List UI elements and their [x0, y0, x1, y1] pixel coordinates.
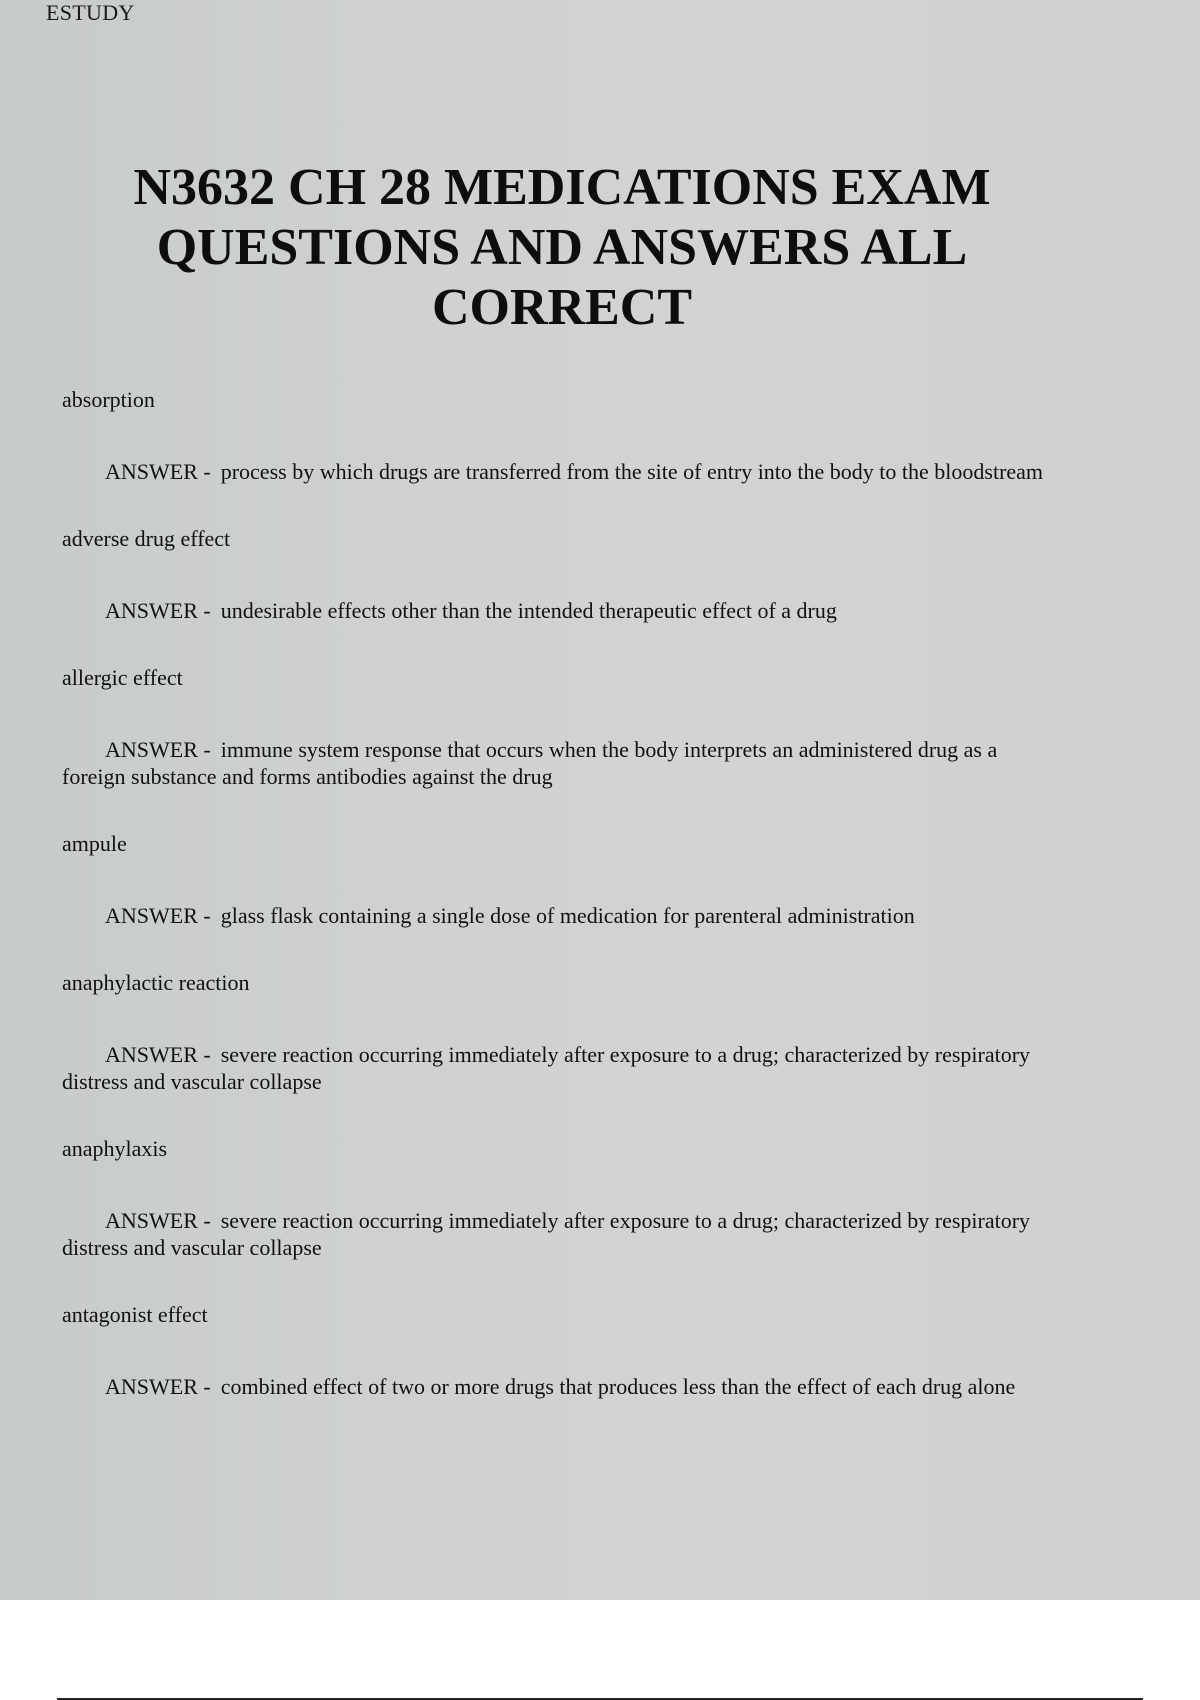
term: allergic effect [62, 665, 183, 690]
answer [62, 736, 1062, 790]
answer-prefix: ANSWER - [105, 598, 211, 623]
answer-prefix: ANSWER - [105, 1208, 211, 1233]
answer-text: glass flask containing a single dose of medication for parenteral administration [220, 903, 915, 928]
term: anaphylaxis [62, 1136, 168, 1161]
answer [62, 1207, 1062, 1261]
document-title: N3632 CH 28 MEDICATIONS EXAM QUESTIONS AND ANSWERS ALL CORRECT [133, 159, 991, 336]
watermark-text: ESTUDY [46, 0, 135, 25]
answer [62, 1373, 1062, 1400]
term: ampule [62, 831, 127, 856]
answer [62, 902, 1062, 929]
term: anaphylactic reaction [62, 970, 250, 995]
answer-text: undesirable effects other than the intended therapeutic effect of a drug [220, 598, 837, 623]
answer [62, 1041, 1062, 1095]
answer-text: combined effect of two or more drugs that produces less than the effect of each drug alone [220, 1374, 1016, 1399]
qa-list [62, 386, 1062, 1440]
answer-prefix: ANSWER - [105, 903, 211, 928]
term: antagonist effect [62, 1302, 208, 1327]
answer-prefix: ANSWER - [105, 737, 211, 762]
answer-text: severe reaction occurring immediately after exposure to a drug; characterized by respiratory distress and vascular collapse [62, 1208, 1031, 1260]
answer-prefix: ANSWER - [105, 1042, 211, 1067]
answer-prefix: ANSWER - [105, 459, 211, 484]
answer [62, 597, 1062, 624]
answer [62, 458, 1062, 485]
term: adverse drug effect [62, 526, 231, 551]
answer-text: severe reaction occurring immediately after exposure to a drug; characterized by respiratory distress and vascular collapse [62, 1042, 1031, 1094]
term: absorption [62, 387, 155, 412]
answer-text: process by which drugs are transferred from the site of entry into the body to the bloodstream [220, 459, 1044, 484]
answer-text: immune system response that occurs when the body interprets an administered drug as a foreign substance and forms antibodies against the drug [62, 737, 998, 789]
answer-prefix: ANSWER - [105, 1374, 211, 1399]
